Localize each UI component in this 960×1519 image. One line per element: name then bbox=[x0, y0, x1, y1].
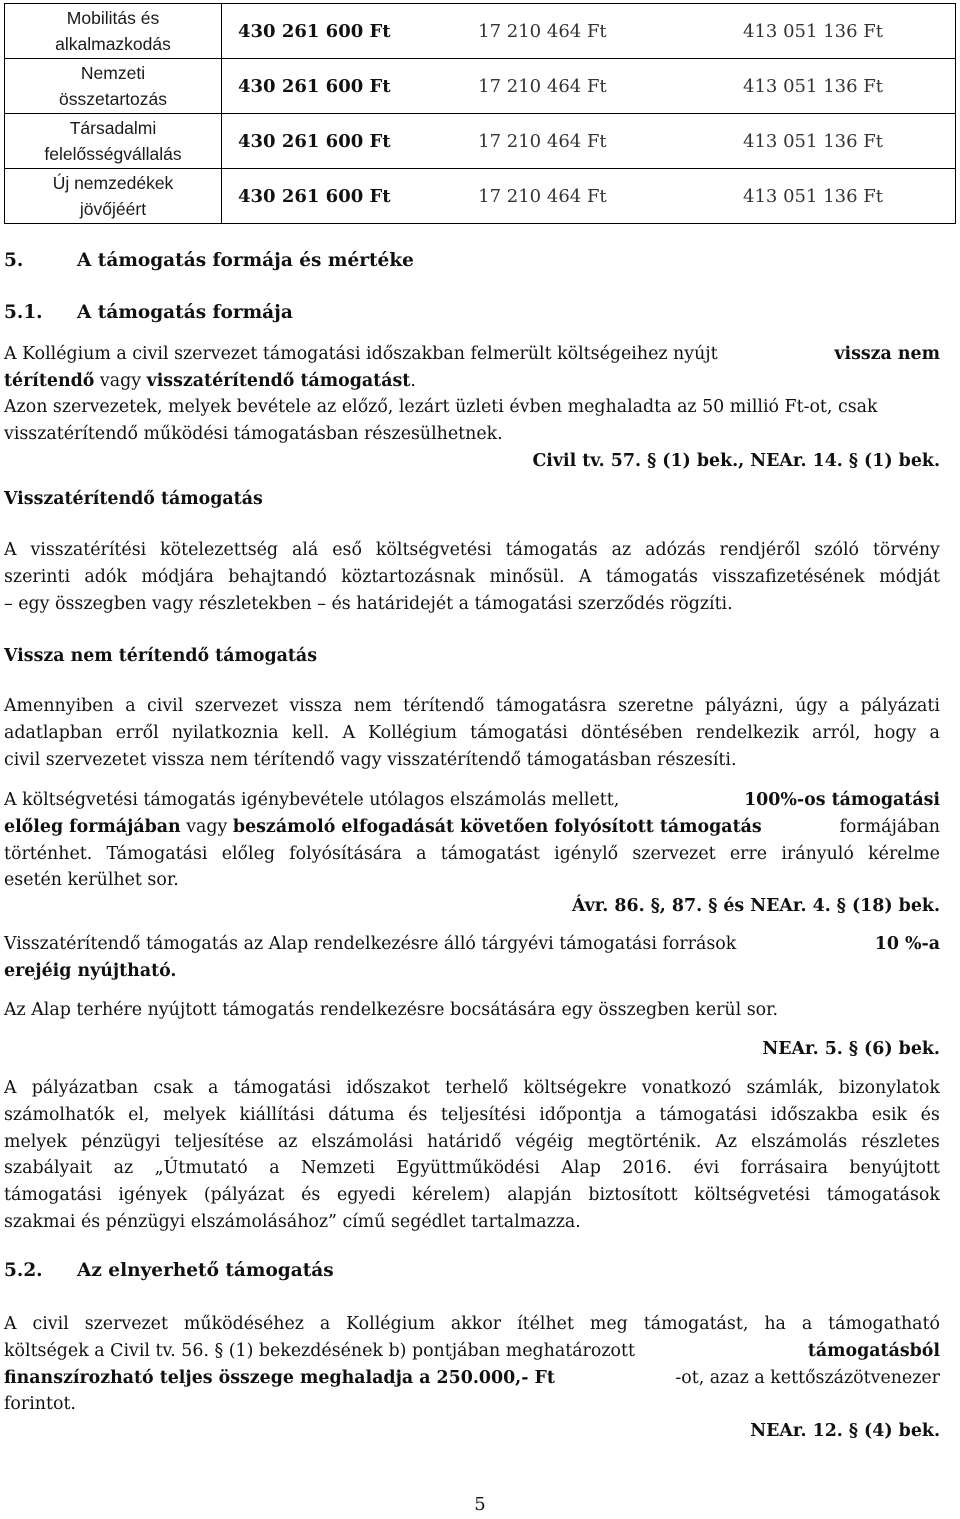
amount-deduction: 17 210 464 Ft bbox=[466, 169, 711, 224]
paragraph-lump-sum: Az Alap terhére nyújtott támogatás rendelkezésre bocsátására egy összegben kerül sor. bbox=[4, 1000, 779, 1020]
program-name: Mobilitás és alkalmazkodás bbox=[5, 4, 222, 59]
table-row bbox=[5, 169, 956, 224]
section-5-1-heading: 5.1. A támogatás formája bbox=[4, 302, 293, 323]
program-name: Társadalmi felelősségvállalás bbox=[5, 114, 222, 169]
heading-refundable: Visszatérítendő támogatás bbox=[4, 489, 263, 509]
paragraph-non-refundable: Amennyiben a civil szervezet vissza nem térítendő támogatásra szeretne pályázni, úgy a pályázati adatlapban erről nyilatkoznia kell. A Kollégium támogatási döntésében rendelkezik arról, hogy a civil szervezetet vissza nem térítendő vagy visszatérítendő támogatásban részesíti. bbox=[4, 696, 940, 770]
legal-reference: NEAr. 12. § (4) bek. bbox=[750, 1421, 940, 1441]
page-number: 5 bbox=[474, 1494, 486, 1515]
amount-deduction: 17 210 464 Ft bbox=[466, 4, 711, 59]
amount-available: 413 051 136 Ft bbox=[711, 169, 956, 224]
legal-reference: Ávr. 86. §, 87. § és NEAr. 4. § (18) bek. bbox=[571, 896, 940, 916]
paragraph-ten-percent: Visszatérítendő támogatás az Alap rendelkezésre álló tárgyévi támogatási források 10 %-a erejéig nyújtható. bbox=[4, 934, 940, 981]
table-row bbox=[5, 4, 956, 59]
amount-available: 413 051 136 Ft bbox=[711, 4, 956, 59]
budget-table bbox=[4, 3, 956, 224]
heading-non-refundable: Vissza nem térítendő támogatás bbox=[4, 646, 317, 666]
program-name: Új nemzedékek jövőjéért bbox=[5, 169, 222, 224]
paragraph-refundable: A visszatérítési kötelezettség alá eső költségvetési támogatás az adózás rendjéről szóló törvény szerinti adók módjára behajtandó köztartozásnak minősül. A támogatás visszafizetésének módját – egy összegben vagy részletekben – és határidejét a támogatási szerződés rögzíti. bbox=[4, 540, 940, 614]
section-5-2-heading: 5.2. Az elnyerhető támogatás bbox=[4, 1260, 334, 1281]
amount-deduction: 17 210 464 Ft bbox=[466, 114, 711, 169]
amount-total: 430 261 600 Ft bbox=[222, 59, 467, 114]
paragraph-accounting: A pályázatban csak a támogatási időszakot terhelő költségekre vonatkozó számlák, bizonylatok számolhatók el, melyek kiállítási dátuma és teljesítési időpontja a támogatási időszakba esik és melyek pénzügyi teljesítése az elszámolási határidő végéig megtörténik. Az elszámolás részletes szabályait az „Útmutató a Nemzeti Együttműködési Alap 2016. évi forrásaira benyújtott támogatási igények (pályázat és egyedi kérelem) alapján biztosított költségvetési támogatások szakmai és pénzügyi elszámolásához” című segédlet tartalmazza. bbox=[4, 1078, 940, 1232]
amount-available: 413 051 136 Ft bbox=[711, 59, 956, 114]
paragraph-advance: A költségvetési támogatás igénybevétele utólagos elszámolás mellett, 100%-os támogatási előleg formájában vagy beszámoló elfogadását követően folyósított támogatás formájában történhet. Támogatási előleg folyósítására a támogatást igénylő szervezet erre irányuló kérelme esetén kerülhet sor. bbox=[4, 790, 940, 891]
paragraph-support-form: A Kollégium a civil szervezet támogatási időszakban felmerült költségeihez nyújt vissza nem térítendő vagy visszatérítendő támogatást. bbox=[4, 344, 940, 391]
table-row bbox=[5, 114, 956, 169]
legal-reference: NEAr. 5. § (6) bek. bbox=[762, 1039, 940, 1059]
amount-total: 430 261 600 Ft bbox=[222, 4, 467, 59]
amount-total: 430 261 600 Ft bbox=[222, 169, 467, 224]
section-5-heading: 5. A támogatás formája és mértéke bbox=[4, 250, 414, 271]
table-row bbox=[5, 59, 956, 114]
legal-reference: Civil tv. 57. § (1) bek., NEAr. 14. § (1) bek. bbox=[532, 451, 940, 471]
amount-deduction: 17 210 464 Ft bbox=[466, 59, 711, 114]
amount-total: 430 261 600 Ft bbox=[222, 114, 467, 169]
paragraph-eligible-support: A civil szervezet működéséhez a Kollégium akkor ítélhet meg támogatást, ha a támogatható költségek a Civil tv. 56. § (1) bekezdésének b) pontjában meghatározott támogatásból finanszírozható teljes összege meghaladja a 250.000,- Ft -ot, azaz a kettőszázötvenezer forintot. bbox=[4, 1314, 940, 1415]
paragraph-revenue-limit: Azon szervezetek, melyek bevétele az előző, lezárt üzleti évben meghaladta az 50 millió Ft-ot, csak visszatérítendő működési támogatásban részesülhetnek. bbox=[4, 397, 878, 444]
program-name: Nemzeti összetartozás bbox=[5, 59, 222, 114]
amount-available: 413 051 136 Ft bbox=[711, 114, 956, 169]
